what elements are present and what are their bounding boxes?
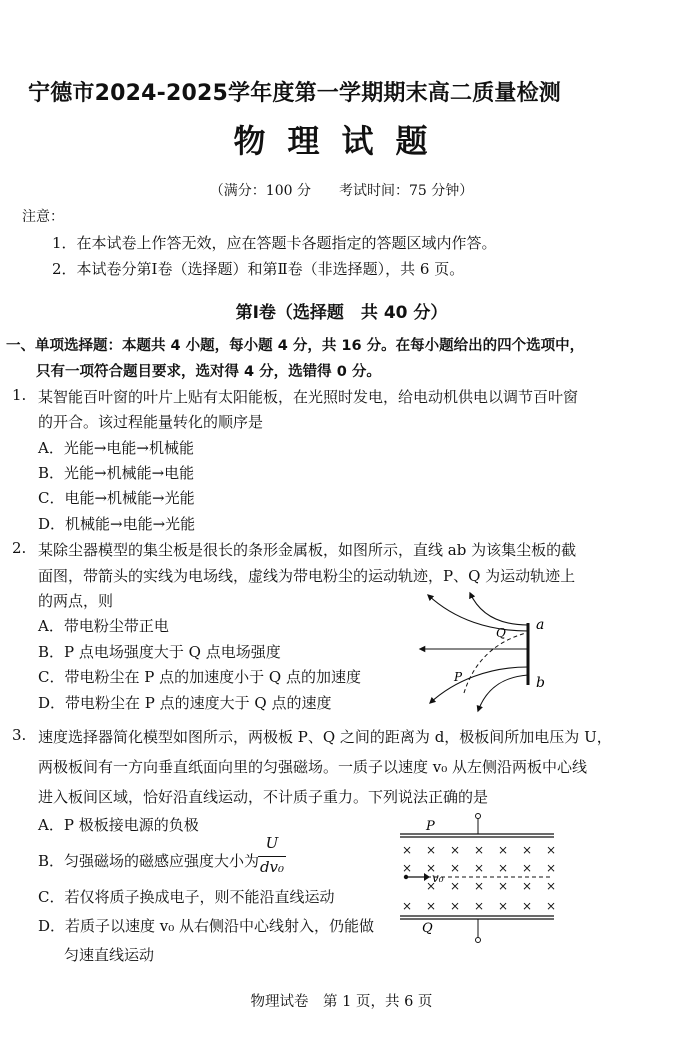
label-p: P — [454, 670, 463, 684]
question-3-stem-line1: 速度选择器简化模型如图所示，两极板 P、Q 之间的距离为 d，极板间所加电压为 U， — [38, 728, 612, 746]
svg-text:×: × — [402, 861, 413, 875]
svg-text:×: × — [426, 843, 437, 857]
svg-text:×: × — [402, 899, 413, 913]
svg-text:×: × — [426, 879, 437, 893]
label-v0: v₀ — [432, 871, 444, 885]
svg-text:×: × — [426, 899, 437, 913]
question-3-option-b: B．匀强磁场的磁感应强度大小为 — [38, 852, 260, 870]
svg-text:×: × — [450, 861, 461, 875]
question-1-option-d: D．机械能→电能→光能 — [38, 515, 196, 533]
question-1-number: 1. — [12, 386, 27, 404]
question-1-option-a: A．光能→电能→机械能 — [38, 439, 194, 457]
label-b: b — [536, 675, 545, 691]
velocity-selector-figure — [392, 810, 564, 950]
svg-text:×: × — [474, 843, 485, 857]
svg-text:×: × — [498, 879, 509, 893]
exam-meta: （满分：100 分 考试时间：75 分钟） — [209, 183, 474, 199]
question-2-option-d: D．带电粉尘在 P 点的速度大于 Q 点的速度 — [38, 694, 332, 712]
svg-text:×: × — [546, 843, 557, 857]
svg-text:×: × — [498, 861, 509, 875]
svg-text:×: × — [426, 861, 437, 875]
question-1-option-c: C．电能→机械能→光能 — [38, 489, 195, 507]
svg-text:×: × — [450, 843, 461, 857]
svg-text:×: × — [474, 861, 485, 875]
label-q: Q — [496, 626, 506, 640]
subject-title: 物理试题 — [233, 122, 450, 160]
exam-title: 宁德市2024-2025学年度第一学期期末高二质量检测 — [28, 81, 561, 106]
svg-text:×: × — [546, 861, 557, 875]
field-line — [428, 595, 528, 631]
svg-text:×: × — [474, 899, 485, 913]
question-3-option-d-cont: 匀速直线运动 — [64, 946, 155, 964]
question-3-option-d: D．若质子以速度 v₀ 从右侧沿中心线射入，仍能做 — [38, 917, 375, 935]
fraction-bar — [258, 856, 286, 857]
dust-trajectory — [464, 633, 526, 693]
terminal-icon — [476, 814, 481, 819]
section-instruction-line1: 一、单项选择题：本题共 4 小题，每小题 4 分，共 16 分。在每小题给出的四个选项中， — [6, 338, 585, 354]
section-instruction-line2: 只有一项符合题目要求，选对得 4 分，选错得 0 分。 — [36, 364, 381, 380]
section-title: 第Ⅰ卷（选择题 共 40 分） — [235, 303, 448, 323]
notice-heading: 注意： — [22, 209, 64, 225]
fraction-denominator: dv₀ — [259, 858, 285, 876]
question-2-option-c: C．带电粉尘在 P 点的加速度小于 Q 点的加速度 — [38, 668, 361, 686]
question-1-stem-line2: 的开合。该过程能量转化的顺序是 — [38, 413, 264, 431]
label-plate-q: Q — [422, 921, 433, 936]
svg-text:×: × — [546, 879, 557, 893]
svg-text:×: × — [402, 843, 413, 857]
question-2-stem-line1: 某除尘器模型的集尘板是很长的条形金属板，如图所示，直线 ab 为该集尘板的截 — [38, 541, 577, 559]
question-3-option-a: A．P 极板接电源的负极 — [38, 816, 199, 834]
question-3-stem-line3: 进入板间区域，恰好沿直线运动，不计质子重力。下列说法正确的是 — [38, 788, 489, 806]
field-line — [470, 593, 528, 625]
question-2-option-b: B．P 点电场强度大于 Q 点电场强度 — [38, 643, 281, 661]
page-footer: 物理试卷 第 1 页，共 6 页 — [250, 994, 433, 1010]
field-line — [478, 675, 528, 711]
svg-text:×: × — [474, 879, 485, 893]
label-a: a — [536, 617, 545, 633]
question-1-option-b: B．光能→机械能→电能 — [38, 464, 195, 482]
question-2-stem-line2: 面图，带箭头的实线为电场线，虚线为带电粉尘的运动轨迹，P、Q 为运动轨迹上 — [38, 567, 576, 585]
notice-item-2: 2．本试卷分第Ⅰ卷（选择题）和第Ⅱ卷（非选择题），共 6 页。 — [52, 260, 465, 278]
question-2-option-a: A．带电粉尘带正电 — [38, 617, 169, 635]
svg-text:×: × — [522, 861, 533, 875]
svg-text:×: × — [522, 899, 533, 913]
svg-text:×: × — [498, 899, 509, 913]
field-line — [430, 667, 528, 703]
svg-text:×: × — [546, 899, 557, 913]
question-3-number: 3. — [12, 726, 27, 744]
svg-text:×: × — [450, 879, 461, 893]
svg-text:×: × — [522, 843, 533, 857]
question-2-stem-line3: 的两点，则 — [38, 592, 114, 610]
terminal-icon — [476, 938, 481, 943]
svg-text:×: × — [522, 879, 533, 893]
question-3-option-c: C．若仅将质子换成电子，则不能沿直线运动 — [38, 888, 335, 906]
svg-text:×: × — [498, 843, 509, 857]
svg-text:×: × — [450, 899, 461, 913]
notice-item-1: 1．在本试卷上作答无效，应在答题卡各题指定的答题区域内作答。 — [52, 234, 497, 252]
question-1-stem-line1: 某智能百叶窗的叶片上贴有太阳能板，在光照时发电，给电动机供电以调节百叶窗 — [38, 388, 579, 406]
dust-collector-figure — [410, 585, 560, 715]
question-3-stem-line2: 两极板间有一方向垂直纸面向里的匀强磁场。一质子以速度 v₀ 从左侧沿两板中心线 — [38, 758, 588, 776]
label-plate-p: P — [426, 819, 435, 834]
fraction-numerator: U — [265, 834, 279, 852]
question-2-number: 2. — [12, 539, 27, 557]
